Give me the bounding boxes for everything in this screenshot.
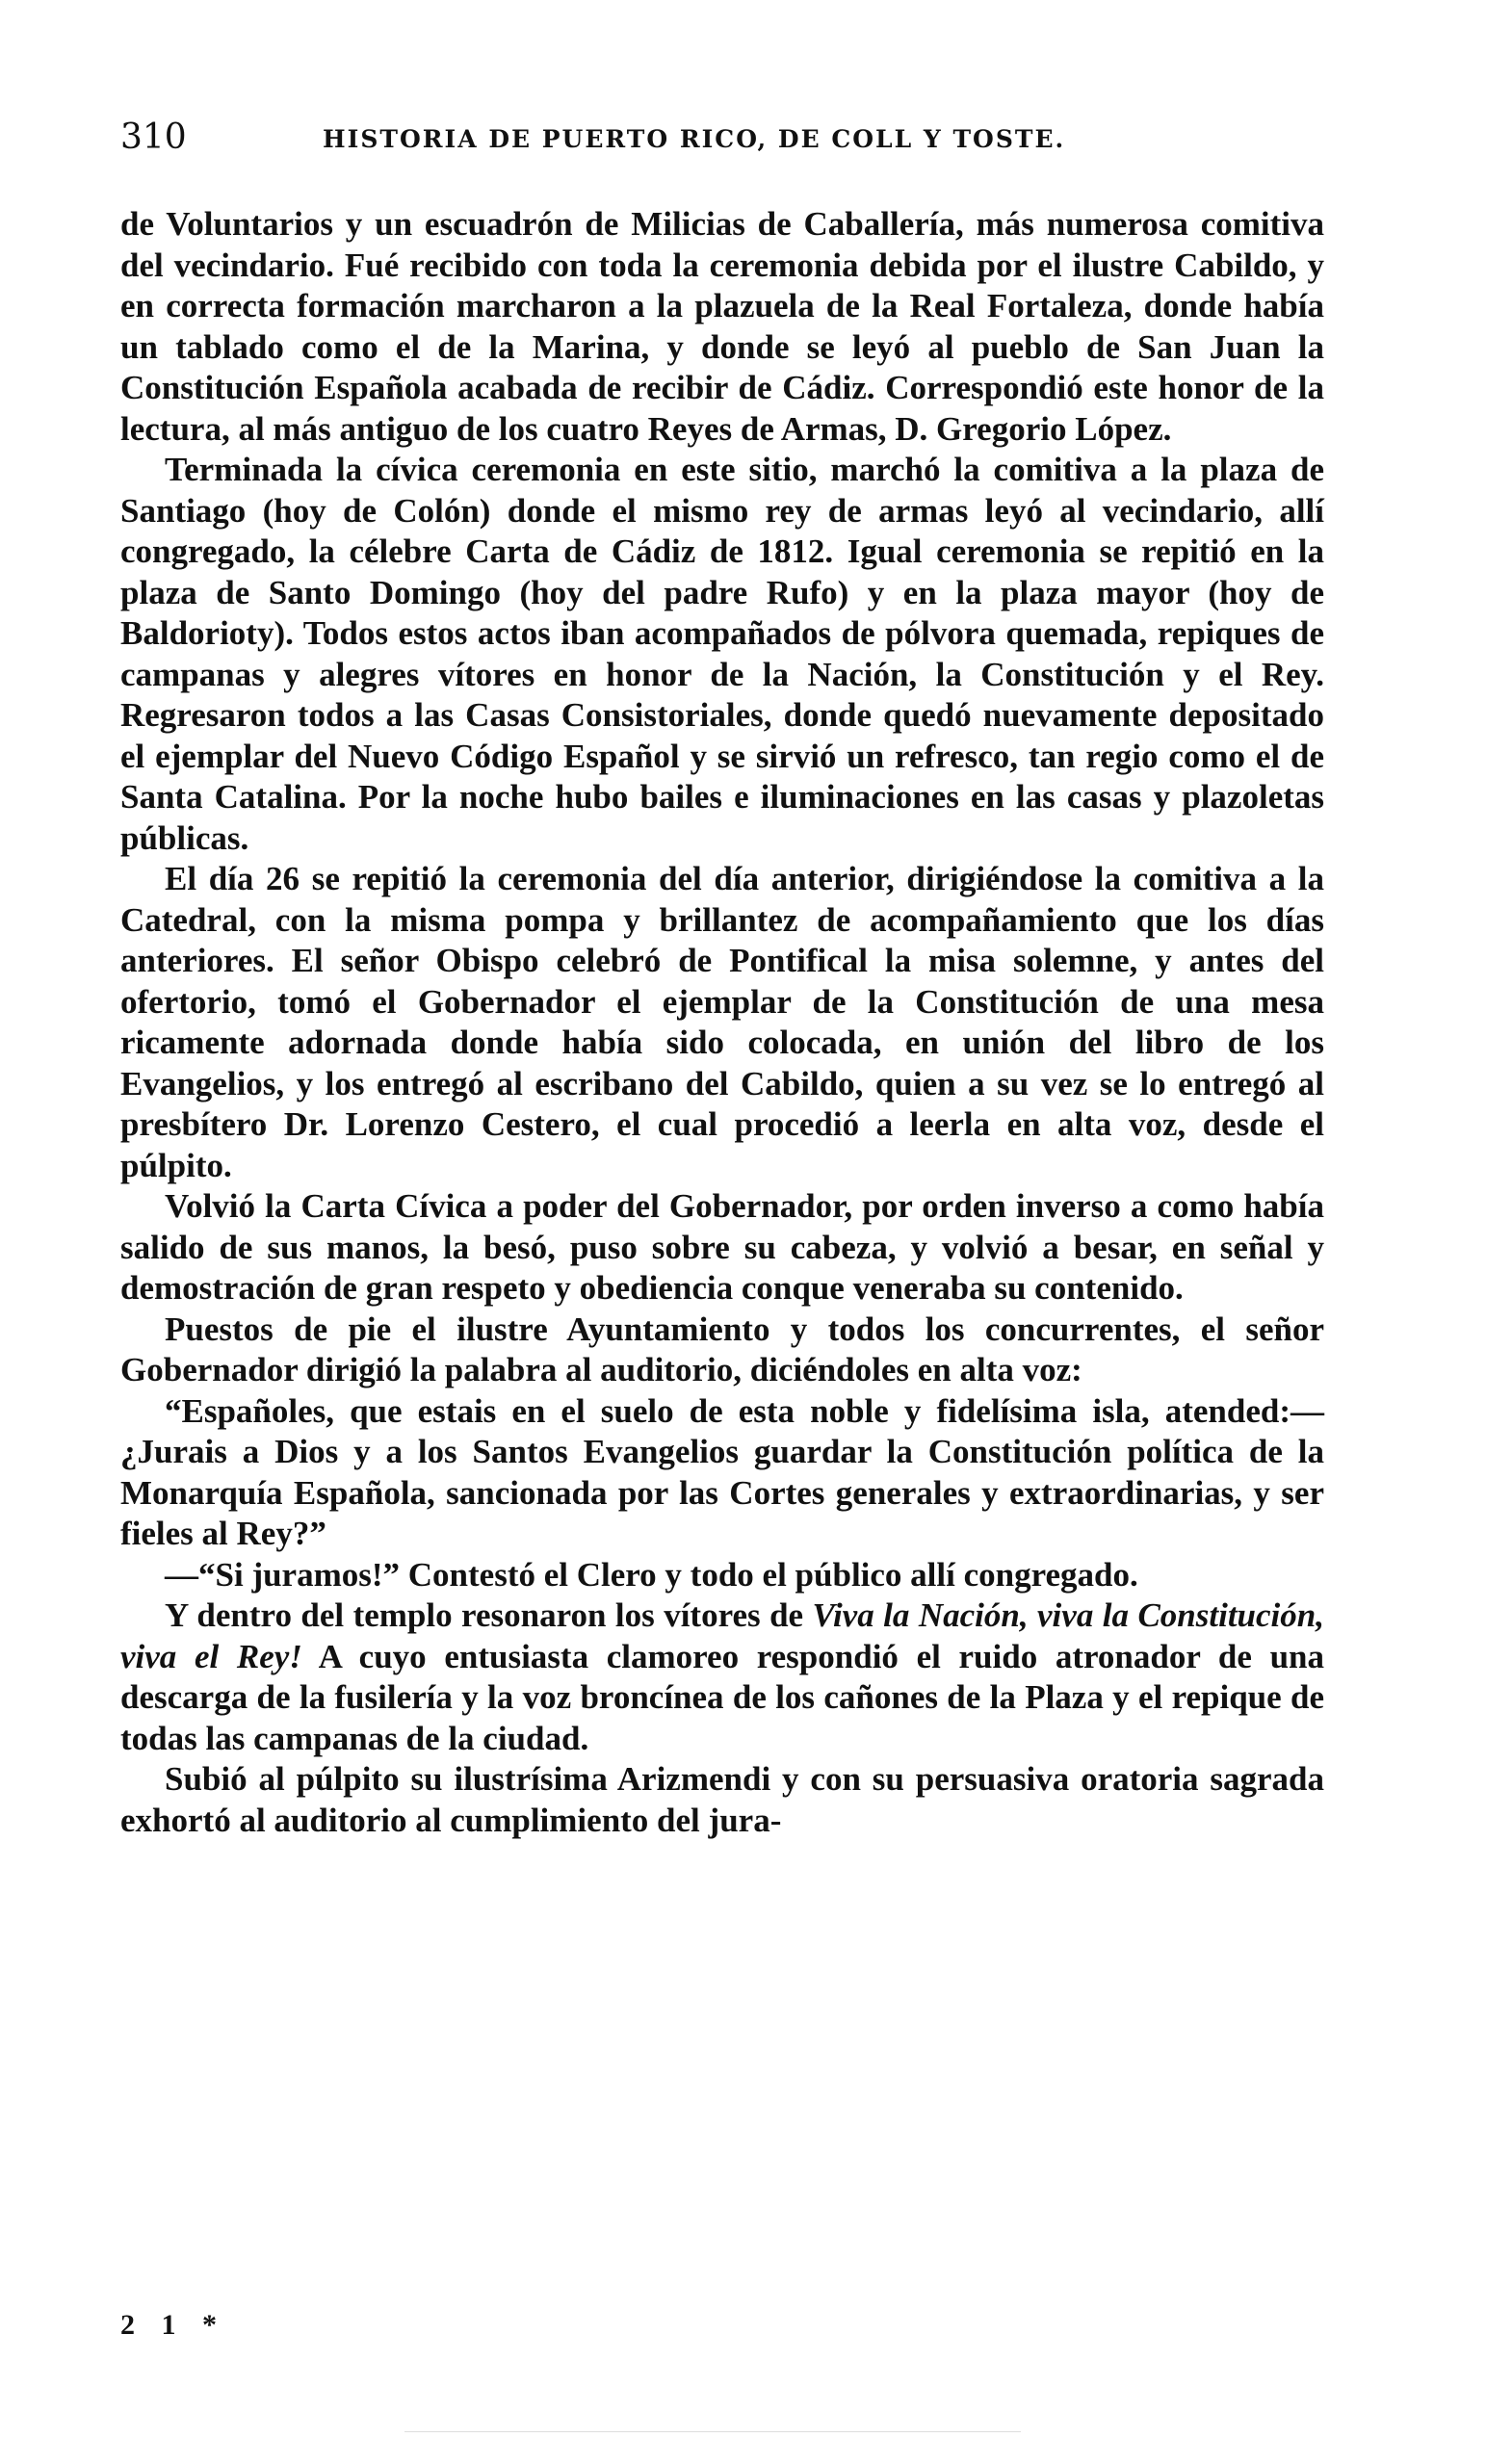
- body-text: [120, 204, 1324, 1841]
- page-header: [120, 117, 1324, 175]
- vitores-italic-text: Viva la Nación, viva la Constitución, viva el Rey!: [120, 1596, 1324, 1675]
- oath-quote: “Españoles, que estais en el suelo de esta noble y fidelísima isla, atended:—¿Jurais a Dios y a los Santos Evangelios guardar la Constitución política de la Monarquía Española, sancionada por las Cortes generales y extraordinarias, y ser fieles al Rey?”: [120, 1391, 1324, 1552]
- signature-mark: 2 1 *: [120, 2309, 226, 2341]
- oath-response: —“Si juramos!” Contestó el Clero y todo el público allí congregado.: [165, 1555, 1138, 1594]
- paragraph-1: de Voluntarios y un escuadrón de Milicias de Caballería, más numerosa comitiva del vecindario. Fué recibido con toda la ceremonia debida por el ilustre Cabildo, y en correcta formación marcharon a la plazuela de la Real Fortaleza, donde había un tablado como el de la Marina, y donde se leyó al pueblo de San Juan la Constitución Española acabada de recibir de Cádiz. Correspondió este honor de la lectura, al más antiguo de los cuatro Reyes de Armas, D. Gregorio López.: [120, 205, 1324, 448]
- vitores-text-before: Y dentro del templo resonaron los vítores de: [165, 1596, 813, 1634]
- vitores-text-after: A cuyo entusiasta clamoreo respondió el ruido atronador de una descarga de la fusilería y la voz broncínea de los cañones de la Plaza y el repique de todas las campanas de la ciudad.: [120, 1637, 1325, 1757]
- paragraph-4: Volvió la Carta Cívica a poder del Gobernador, por orden inverso a como había salido de sus manos, la besó, puso sobre su cabeza, y volvió a besar, en señal y demostración de gran respeto y obediencia conque veneraba su contenido.: [120, 1187, 1324, 1307]
- bottom-rule: [404, 2431, 1021, 2432]
- paragraph-2: Terminada la cívica ceremonia en este sitio, marchó la comitiva a la plaza de Santiago (hoy de Colón) donde el mismo rey de armas leyó al vecindario, allí congregado, la célebre Carta de Cádiz de 1812. Igual ceremonia se repitió en la plaza de Santo Domingo (hoy del padre Rufo) y en la plaza mayor (hoy de Baldorioty). Todos estos actos iban acompañados de pólvora quemada, repiques de campanas y alegres vítores en honor de la Nación, la Constitución y el Rey. Regresaron todos a las Casas Consistoriales, donde quedó nuevamente depositado el ejemplar del Nuevo Código Español y se sirvió un refresco, tan regio como el de Santa Catalina. Por la noche hubo bailes e iluminaciones en las casas y plazoletas públicas.: [120, 451, 1324, 857]
- paragraph-5: Puestos de pie el ilustre Ayuntamiento y todos los concurrentes, el señor Gobernador dirigió la palabra al auditorio, diciéndoles en alta voz:: [120, 1310, 1324, 1388]
- running-title: HISTORIA DE PUERTO RICO, DE COLL Y TOSTE.: [323, 125, 1066, 153]
- paragraph-vitores: [120, 1595, 1324, 1759]
- paragraph-3: El día 26 se repitió la ceremonia del día anterior, dirigiéndose la comitiva a la Catedral, con la misma pompa y brillantez de acompañamiento que los días anteriores. El señor Obispo celebró de Pontifical la misa solemne, y antes del ofertorio, tomó el Gobernador el ejemplar de la Constitución de una mesa ricamente adornada donde había sido colocada, en unión del libro de los Evangelios, y los entregó al escribano del Cabildo, quien a su vez se lo entregó al presbítero Dr. Lorenzo Cestero, el cual procedió a leerla en alta voz, desde el púlpito.: [120, 860, 1324, 1184]
- paragraph-last: Subió al púlpito su ilustrísima Arizmendi y con su persuasiva oratoria sagrada exhortó al auditorio al cumplimiento del jura-: [120, 1760, 1324, 1839]
- page-number: 310: [120, 117, 187, 157]
